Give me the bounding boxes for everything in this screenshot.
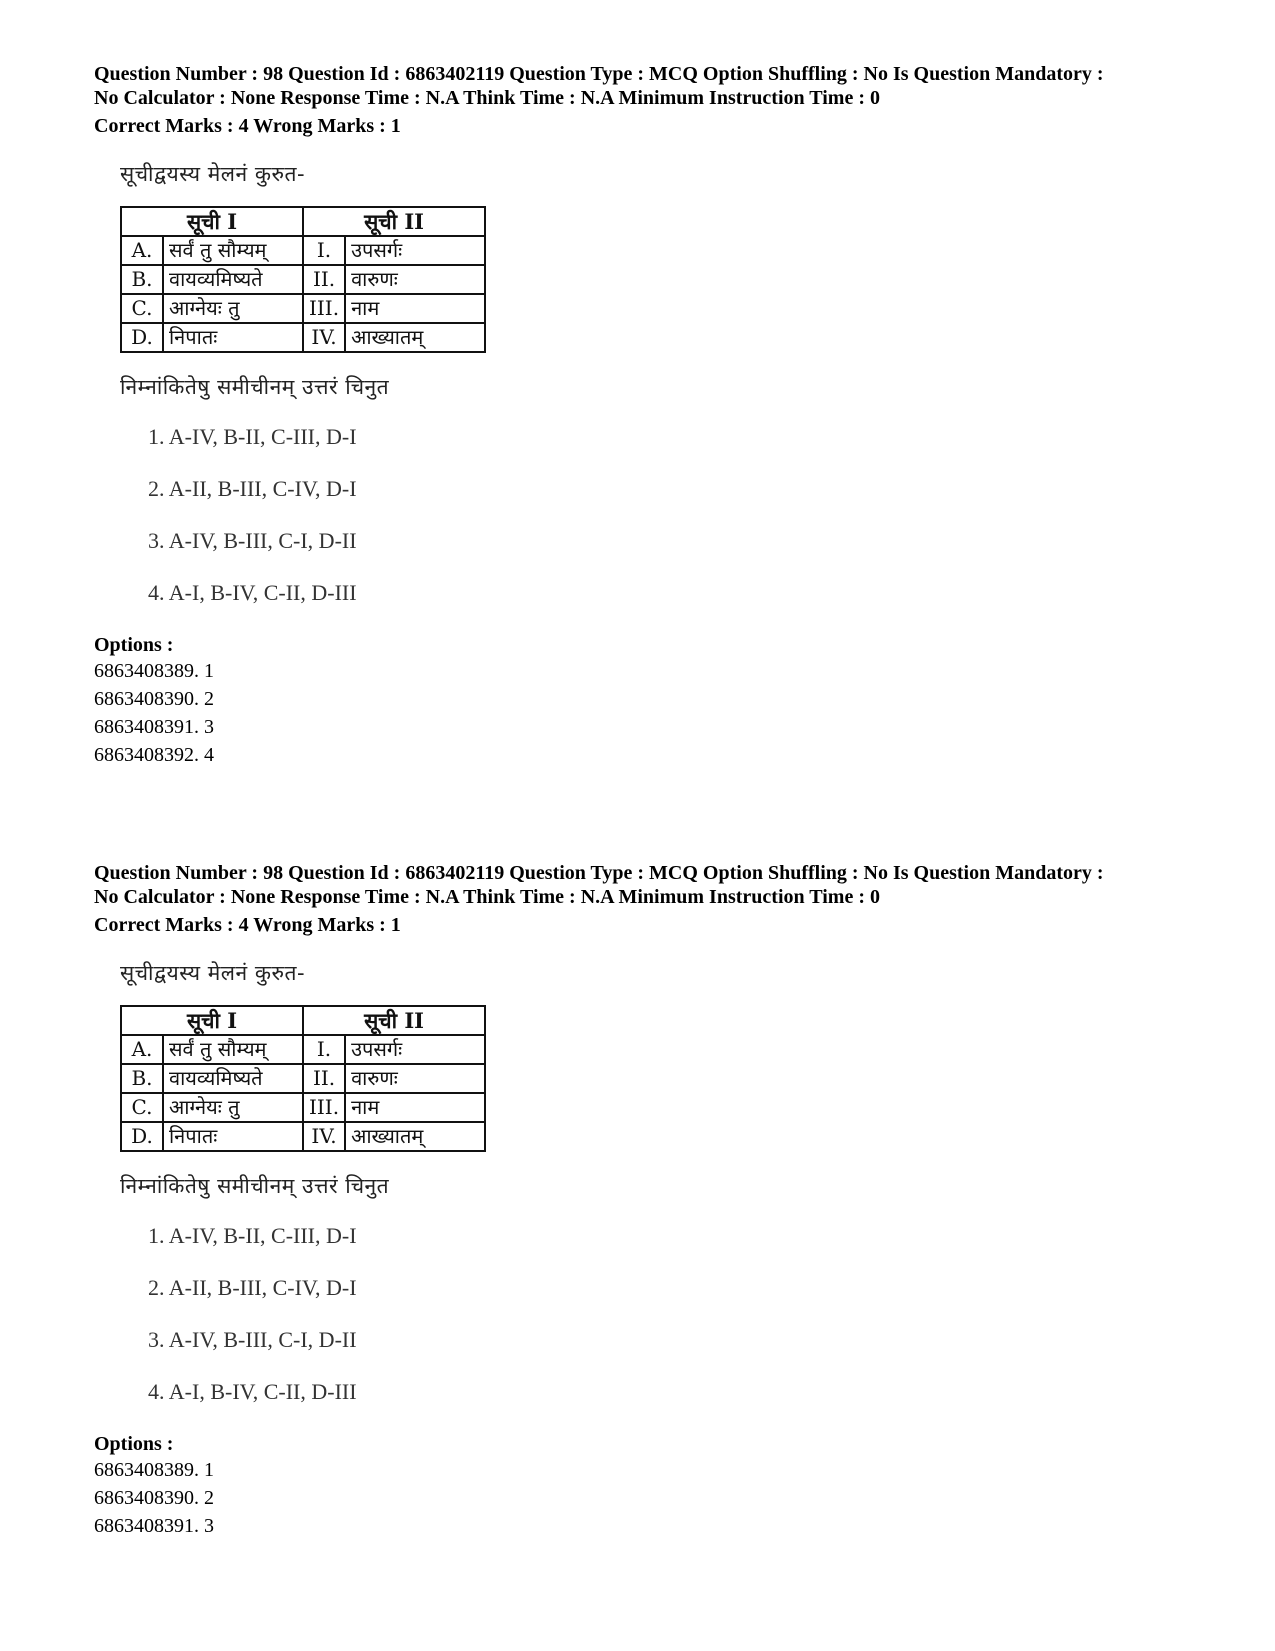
question-meta-line-1: Question Number : 98 Question Id : 6863402119 Question Type : MCQ Option Shuffling : No Is Question Mandatory : (94, 63, 1104, 85)
list-1-header: सूची I (121, 1006, 303, 1035)
question-meta-line-1: Question Number : 98 Question Id : 6863402119 Question Type : MCQ Option Shuffling : No Is Question Mandatory : (94, 862, 1104, 884)
match-table (120, 1005, 486, 1152)
question-content (120, 160, 1194, 619)
row-label-1: B. (121, 1064, 163, 1093)
question-instruction: सूचीद्वयस्य मेलनं कुरुत- (120, 961, 306, 985)
table-row (121, 1122, 485, 1151)
option-item: 6863408389. 1 (94, 660, 214, 682)
answer-choices (120, 411, 1194, 619)
row-label-1: C. (121, 294, 163, 323)
row-label-2: III. (303, 294, 345, 323)
match-table-header-row (121, 207, 485, 236)
list-2-item: वारुणः (345, 265, 485, 294)
answer-choice: 2. A-II, B-III, C-IV, D-I (148, 1275, 357, 1300)
answer-choice: 4. A-I, B-IV, C-II, D-III (148, 1379, 357, 1404)
question-block (94, 861, 1194, 1540)
table-row (121, 265, 485, 294)
list-2-item: आख्यातम् (345, 323, 485, 352)
list-1-item: निपातः (163, 323, 303, 352)
table-row (121, 323, 485, 352)
row-label-2: I. (303, 236, 345, 265)
question-meta-line-2: No Calculator : None Response Time : N.A Think Time : N.A Minimum Instruction Time : 0 (94, 87, 880, 109)
list-2-item: उपसर्गः (345, 236, 485, 265)
list-1-header: सूची I (121, 207, 303, 236)
options-title: Options : (94, 1433, 174, 1455)
list-1-item: आग्नेयः तु (163, 1093, 303, 1122)
match-table (120, 206, 486, 353)
list-1-item: सर्वं तु सौम्यम् (163, 236, 303, 265)
table-row (121, 236, 485, 265)
row-label-1: C. (121, 1093, 163, 1122)
row-label-2: IV. (303, 323, 345, 352)
match-table-header-row (121, 1006, 485, 1035)
row-label-2: II. (303, 265, 345, 294)
row-label-1: D. (121, 1122, 163, 1151)
question-meta-line-2: No Calculator : None Response Time : N.A Think Time : N.A Minimum Instruction Time : 0 (94, 886, 880, 908)
answer-choice: 3. A-IV, B-III, C-I, D-II (148, 528, 357, 553)
question-instruction: सूचीद्वयस्य मेलनं कुरुत- (120, 162, 306, 186)
list-2-item: उपसर्गः (345, 1035, 485, 1064)
table-row (121, 1064, 485, 1093)
answer-choice: 1. A-IV, B-II, C-III, D-I (148, 424, 357, 449)
option-item: 6863408392. 4 (94, 744, 214, 766)
list-2-header: सूची II (303, 1006, 485, 1035)
table-row (121, 1035, 485, 1064)
row-label-2: IV. (303, 1122, 345, 1151)
row-label-2: I. (303, 1035, 345, 1064)
list-2-header: सूची II (303, 207, 485, 236)
question-marks: Correct Marks : 4 Wrong Marks : 1 (94, 914, 401, 936)
question-content (120, 959, 1194, 1418)
question-prompt: निम्नांकितेषु समीचीनम् उत्तरं चिनुत (120, 375, 390, 399)
option-item: 6863408391. 3 (94, 716, 214, 738)
row-label-1: D. (121, 323, 163, 352)
list-1-item: वायव्यमिष्यते (163, 1064, 303, 1093)
option-item: 6863408390. 2 (94, 688, 214, 710)
answer-choice: 3. A-IV, B-III, C-I, D-II (148, 1327, 357, 1352)
option-item: 6863408391. 3 (94, 1515, 214, 1537)
row-label-2: II. (303, 1064, 345, 1093)
answer-choice: 2. A-II, B-III, C-IV, D-I (148, 476, 357, 501)
list-2-item: नाम (345, 294, 485, 323)
list-1-item: सर्वं तु सौम्यम् (163, 1035, 303, 1064)
row-label-1: A. (121, 1035, 163, 1064)
row-label-1: B. (121, 265, 163, 294)
question-prompt: निम्नांकितेषु समीचीनम् उत्तरं चिनुत (120, 1174, 390, 1198)
row-label-1: A. (121, 236, 163, 265)
option-item: 6863408390. 2 (94, 1487, 214, 1509)
list-1-item: वायव्यमिष्यते (163, 265, 303, 294)
list-2-item: वारुणः (345, 1064, 485, 1093)
options-title: Options : (94, 634, 174, 656)
list-1-item: निपातः (163, 1122, 303, 1151)
table-row (121, 1093, 485, 1122)
answer-choices (120, 1210, 1194, 1418)
answer-choice: 4. A-I, B-IV, C-II, D-III (148, 580, 357, 605)
table-row (121, 294, 485, 323)
list-2-item: नाम (345, 1093, 485, 1122)
question-marks: Correct Marks : 4 Wrong Marks : 1 (94, 115, 401, 137)
question-block (94, 62, 1194, 769)
option-item: 6863408389. 1 (94, 1459, 214, 1481)
list-2-item: आख्यातम् (345, 1122, 485, 1151)
answer-choice: 1. A-IV, B-II, C-III, D-I (148, 1223, 357, 1248)
row-label-2: III. (303, 1093, 345, 1122)
list-1-item: आग्नेयः तु (163, 294, 303, 323)
